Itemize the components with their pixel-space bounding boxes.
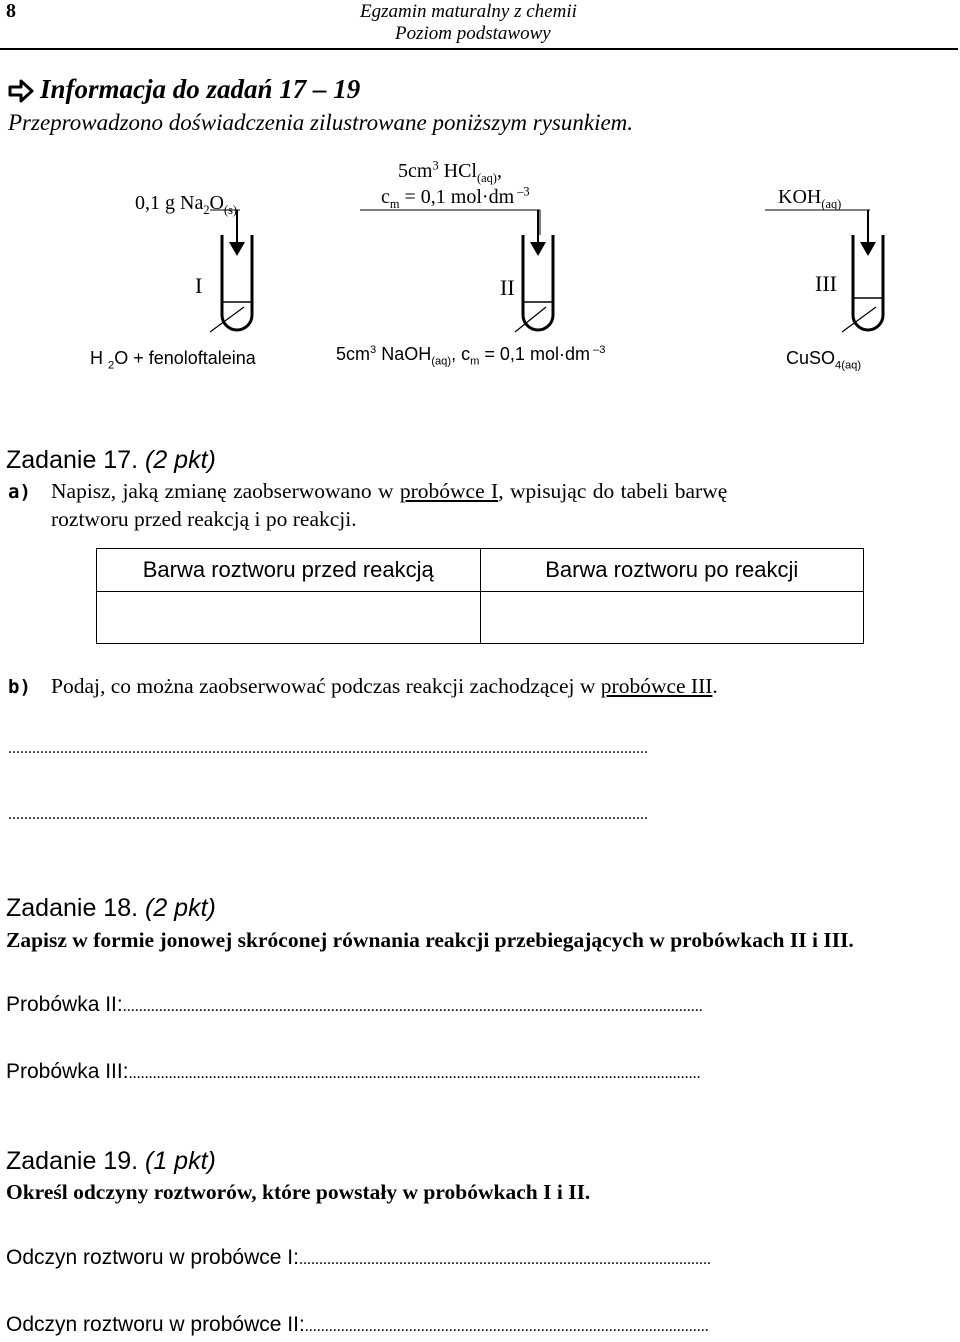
arrow-down-icon <box>860 210 876 256</box>
task17-part-b-label: b) <box>8 676 31 698</box>
color-answer-table <box>96 548 864 644</box>
task19-answer-II[interactable]: Odczyn roztworu w probówce II:..................................................................................................... <box>6 1313 709 1336</box>
info-title: Informacja do zadań 17 – 19 <box>40 74 361 104</box>
header-rule <box>0 48 958 50</box>
answer-cell-before[interactable] <box>97 592 481 644</box>
table-header-after: Barwa roztworu po reakcji <box>480 549 864 592</box>
task17-part-a-line2: roztworu przed reakcją i po reakcji. <box>51 507 357 531</box>
tube-content-II: $5cm^3$ NaOH$_{(aq)}$, $c_m = 0,1$ mol·dm $^{-3}$ <box>336 344 606 368</box>
page-number: 8 <box>6 0 16 22</box>
info-subtitle: Przeprowadzono doświadczenia zilustrowane poniższym rysunkiem. <box>8 110 634 135</box>
test-tube-III <box>842 235 883 332</box>
task19-answer-I[interactable]: Odczyn roztworu w probówce I:....................................................................................................... <box>6 1246 711 1269</box>
arrow-down-icon <box>530 210 546 256</box>
arrow-right-icon <box>8 78 34 104</box>
reagent-label-II-line2: $c_m = 0,1$ mol·dm $^{-3}$ <box>381 184 530 211</box>
reagent-label-II-line1: $5cm^3$ HCl$_{(aq)}$, <box>398 158 502 185</box>
test-tube-II <box>515 235 553 332</box>
task17-part-a-line1: Napisz, jaką zmianę zaobserwowano w probówce I, wpisując do tabeli barwę <box>51 479 728 503</box>
exam-level: Poziom podstawowy <box>395 23 551 44</box>
test-tube-I <box>210 235 252 332</box>
table-header-before: Barwa roztworu przed reakcją <box>97 549 481 592</box>
tube-label-III: III <box>815 271 837 296</box>
task17-part-a-label: a) <box>8 481 31 503</box>
tube-content-III: CuSO$_{4(aq)}$ <box>786 348 862 372</box>
reagent-label-III: $KOH_{(aq)}$ <box>778 186 842 211</box>
task19-heading: Zadanie 19. (1 pkt) <box>6 1147 216 1175</box>
answer-cell-after[interactable] <box>480 592 864 644</box>
tube-content-I: H $_2$O + fenoloftaleina <box>90 348 256 372</box>
tube-label-I: I <box>195 273 203 298</box>
exam-title: Egzamin maturalny z chemii <box>360 1 577 22</box>
answer-line-b2[interactable]: ................................................................................................................................................................ <box>8 806 648 823</box>
task18-instruction: Zapisz w formie jonowej skróconej równania reakcji przebiegających w probówkach II i III. <box>6 928 854 952</box>
tube-label-II: II <box>500 275 515 300</box>
task18-answer-III[interactable]: Probówka III:............................................................................................................................................... <box>6 1060 701 1083</box>
task18-answer-II[interactable]: Probówka II:................................................................................................................................................. <box>6 993 703 1016</box>
reagent-label-I: 0,1 g $Na_2O_{(s)}$ <box>135 192 238 217</box>
task19-instruction: Określ odczyny roztworów, które powstały w probówkach I i II. <box>6 1180 591 1204</box>
task17-part-b-text: Podaj, co można zaobserwować podczas reakcji zachodzącej w probówce III. <box>51 674 718 698</box>
answer-line-b1[interactable]: ................................................................................................................................................................ <box>8 740 648 757</box>
task18-heading: Zadanie 18. (2 pkt) <box>6 894 216 922</box>
task17-heading: Zadanie 17. (2 pkt) <box>6 446 216 474</box>
